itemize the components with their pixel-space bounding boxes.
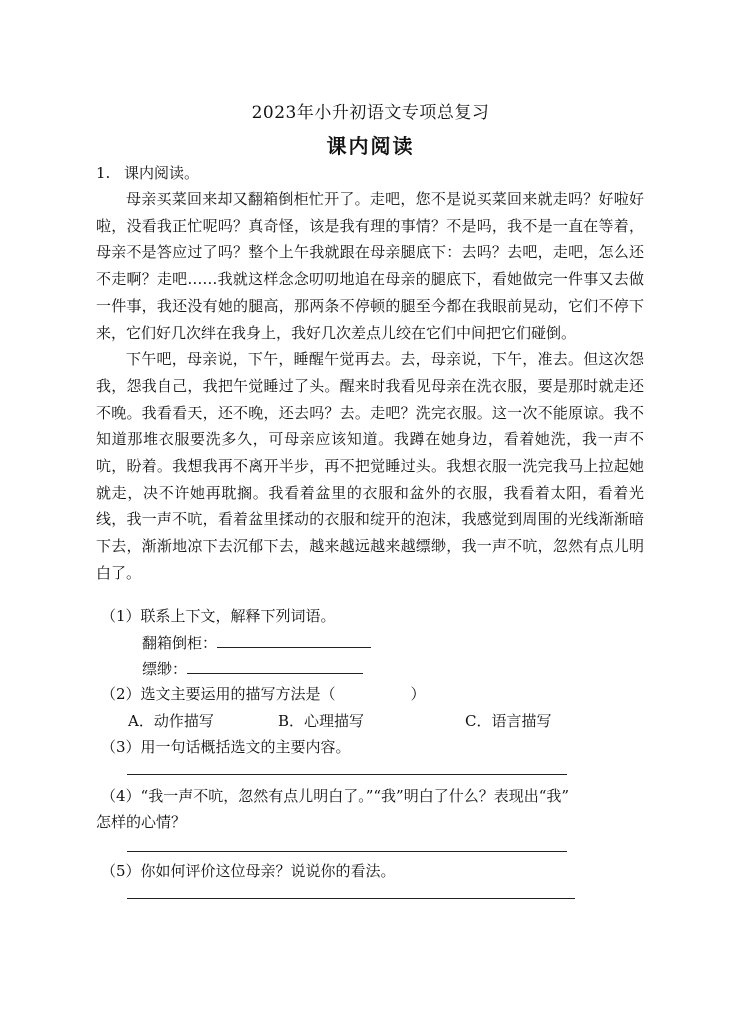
- subquestion-4-label-line-2: 怎样的心情？: [96, 813, 187, 831]
- word-1-label: 翻箱倒柜：: [142, 634, 218, 652]
- subquestion-1-label: （1）联系上下文，解释下列词语。: [101, 607, 336, 625]
- subquestion-4-answer-line[interactable]: [127, 851, 567, 852]
- question-intro: [96, 162, 199, 183]
- document-title: 2023年小升初语文专项总复习: [251, 103, 490, 123]
- option-a[interactable]: A．动作描写: [128, 712, 214, 730]
- document-subtitle: 课内阅读: [326, 134, 415, 158]
- reading-passage: [96, 186, 644, 587]
- question-intro-text: 课内阅读。: [124, 164, 200, 182]
- subquestion-4-label-line-1: （4）“我一声不吭，忽然有点儿明白了。”“我”明白了什么？表现出“我”: [101, 787, 570, 805]
- option-b[interactable]: B．心理描写: [278, 712, 365, 730]
- question-number: 1.: [96, 164, 111, 182]
- word-2-label: 缥缈：: [142, 660, 188, 678]
- subquestion-1-word-1: [142, 632, 371, 653]
- subquestion-3-answer-line[interactable]: [127, 774, 567, 775]
- subquestion-3-label: （3）用一句话概括选文的主要内容。: [101, 738, 351, 756]
- passage-paragraph-1: 母亲买菜回来却又翻箱倒柜忙开了。走吧，您不是说买菜回来就走吗？好啦好啦，没看我正忙呢吗？真奇怪，该是我有理的事情？不是吗，我不是一直在等着，母亲不是答应过了吗？整个上午我就跟在母亲腿底下：去吗？去吧，走吧，怎么还不走啊？走吧……我就这样念念叨叨地追在母亲的腿底下，看她做完一件事又去做一件事，我还没有她的腿高，那两条不停顿的腿至今都在我眼前晃动，它们不停下来，它们好几次绊在我身上，我好几次差点儿绞在它们中间把它们碰倒。: [96, 190, 644, 342]
- subquestion-5-label: （5）你如何评价这位母亲？说说你的看法。: [101, 862, 396, 880]
- word-2-answer-blank[interactable]: [187, 659, 363, 674]
- word-1-answer-blank[interactable]: [217, 633, 371, 648]
- subquestion-5-answer-line[interactable]: [127, 898, 575, 899]
- subquestion-2-label: （2）选文主要运用的描写方法是（ ）: [101, 685, 426, 703]
- subquestion-1-word-2: [142, 658, 363, 679]
- option-c[interactable]: C．语言描写: [465, 712, 552, 730]
- passage-paragraph-2: 下午吧，母亲说，下午，睡醒午觉再去。去，母亲说，下午，准去。但这次怨我，怨我自己，我把午觉睡过了头。醒来时我看见母亲在洗衣服，要是那时就走还不晚。我看看天，还不晚，还去吗？去。走吧？洗完衣服。这一次不能原谅。我不知道那堆衣服要洗多久，可母亲应该知道。我蹲在她身边，看着她洗，我一声不吭，盼着。我想我再不离开半步，再不把觉睡过头。我想衣服一洗完我马上拉起她就走，决不许她再耽搁。我看着盆里的衣服和盆外的衣服，我看着太阳，看着光线，我一声不吭，看着盆里揉动的衣服和绽开的泡沫，我感觉到周围的光线渐渐暗下去，渐渐地凉下去沉郁下去，越来越远越来越缥缈，我一声不吭，忽然有点儿明白了。: [96, 350, 644, 582]
